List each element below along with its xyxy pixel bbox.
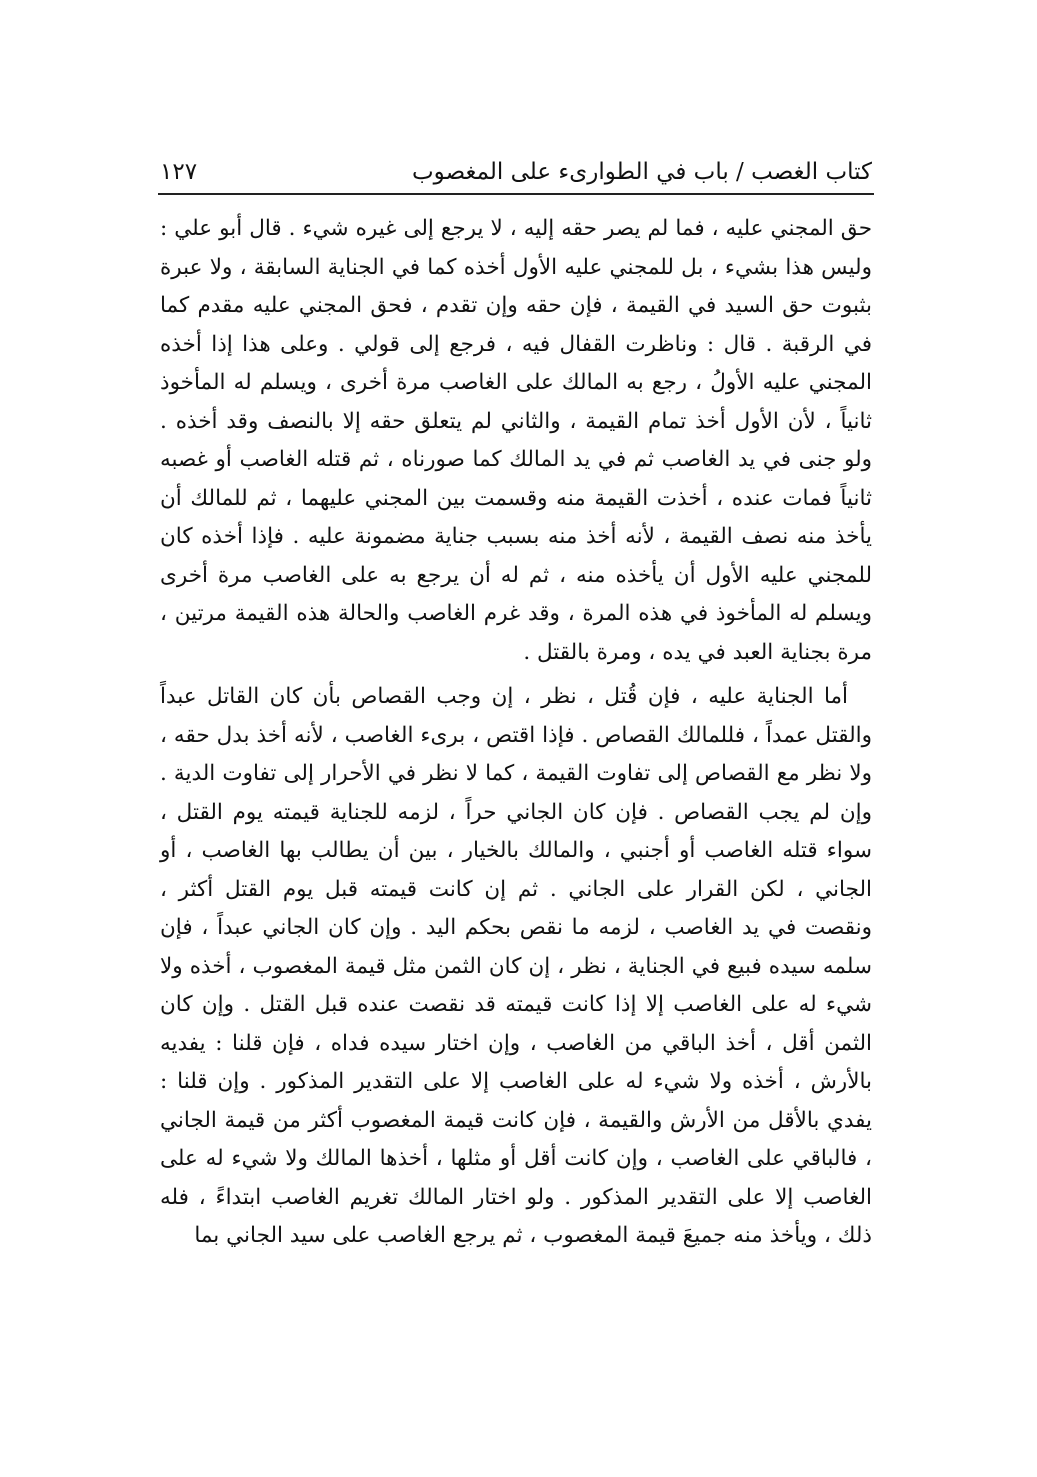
header-rule	[158, 193, 874, 195]
paragraph: حق المجني عليه ، فما لم يصر حقه إليه ، لا يرجع إلى غيره شيء . قال أبو علي : وليس هذا بشيء ، بل للمجني عليه الأول أخذه كما في الجناية السابقة ، ولا عبرة بثبوت حق السيد في القيمة ، فإن حقه وإن تقدم ، فحق المجني عليه مقدم كما في الرقبة . قال : وناظرت القفال فيه ، فرجع إلى قولي . وعلى هذا إذا أخذه المجني عليه الأولُ ، رجع به المالك على الغاصب مرة أخرى ، ويسلم له المأخوذ ثانياً ، لأن الأول أخذ تمام القيمة ، والثاني لم يتعلق حقه إلا بالنصف وقد أخذه . ولو جنى في يد الغاصب ثم في يد المالك كما صورناه ، ثم قتله الغاصب أو غصبه ثانياً فمات عنده ، أخذت القيمة منه وقسمت بين المجني عليهما ، ثم للمالك أن يأخذ منه نصف القيمة ، لأنه أخذ منه بسبب جناية مضمونة عليه . فإذا أخذه كان للمجني عليه الأول أن يأخذه منه ، ثم له أن يرجع به على الغاصب مرة أخرى ويسلم له المأخوذ في هذه المرة ، وقد غرم الغاصب والحالة هذه القيمة مرتين ، مرة بجناية العبد في يده ، ومرة بالقتل .	[160, 216, 872, 665]
body-text	[160, 210, 872, 1256]
paragraph: أما الجناية عليه ، فإن قُتل ، نظر ، إن وجب القصاص بأن كان القاتل عبداً والقتل عمداً ، فللمالك القصاص . فإذا اقتص ، برىء الغاصب ، لأنه أخذ بدل حقه ، ولا نظر مع القصاص إلى تفاوت القيمة ، كما لا نظر في الأحرار إلى تفاوت الدية . وإن لم يجب القصاص . فإن كان الجاني حراً ، لزمه للجناية قيمته يوم القتل ، سواء قتله الغاصب أو أجنبي ، والمالك بالخيار ، بين أن يطالب بها الغاصب ، أو الجاني ، لكن القرار على الجاني . ثم إن كانت قيمته قبل يوم القتل أكثر ، ونقصت في يد الغاصب ، لزمه ما نقص بحكم اليد . وإن كان الجاني عبداً ، فإن سلمه سيده فبيع في الجناية ، نظر ، إن كان الثمن مثل قيمة المغصوب ، أخذه ولا شيء له على الغاصب إلا إذا كانت قيمته قد نقصت عنده قبل القتل . وإن كان الثمن أقل ، أخذ الباقي من الغاصب ، وإن اختار سيده فداه ، فإن قلنا : يفديه بالأرش ، أخذه ولا شيء له على الغاصب إلا على التقدير المذكور . وإن قلنا : يفدي بالأقل من الأرش والقيمة ، فإن كانت قيمة المغصوب أكثر من قيمة الجاني ، فالباقي على الغاصب ، وإن كانت أقل أو مثلها ، أخذها المالك ولا شيء له على الغاصب إلا على التقدير المذكور . ولو اختار المالك تغريم الغاصب ابتداءً ، فله ذلك ، ويأخذ منه جميعَ قيمة المغصوب ، ثم يرجع الغاصب على سيد الجاني بما	[160, 684, 872, 1248]
running-header	[160, 150, 872, 190]
chapter-title: كتاب الغصب / باب في الطوارىء على المغصوب	[412, 159, 872, 185]
page-number: ١٢٧	[160, 159, 198, 185]
